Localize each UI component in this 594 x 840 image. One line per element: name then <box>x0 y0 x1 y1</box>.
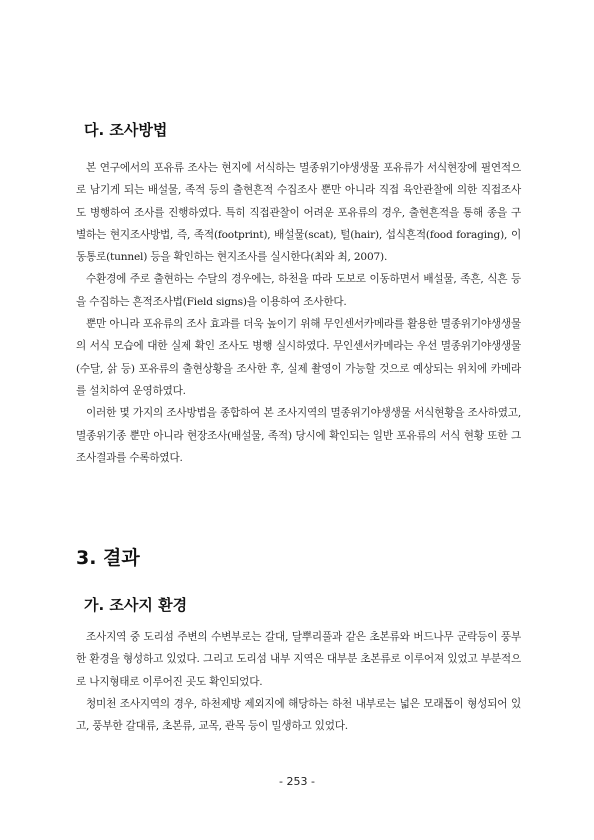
environment-paragraph-2: 청미천 조사지역의 경우, 하천제방 제외지에 해당하는 하천 내부로는 넓은 모래톱이 형성되어 있고, 풍부한 갈대류, 초본류, 교목, 관목 등이 밀생하고 있었다. <box>76 697 521 733</box>
section-heading-survey-environment: 가. 조사지 환경 <box>84 596 188 614</box>
environment-body <box>76 626 521 737</box>
section-heading-methods: 다. 조사방법 <box>84 121 168 139</box>
page-number: - 253 - <box>279 775 315 788</box>
methods-paragraph-1: 본 연구에서의 포유류 조사는 현지에 서식하는 멸종위기야생생물 포유류가 서식현장에 필연적으로 남기게 되는 배설물, 족적 등의 출현흔적 수집조사 뿐만 아니라 직접 육안관찰에 의한 직접조사도 병행하여 조사를 진행하였다. 특히 직접관찰이 어려운 포유류의 경우, 출현흔적을 통해 종을 구별하는 현지조사방법, 즉, 족적(footprint), 배설물(scat), 털(hair), 섭식흔적(food foraging), 이동통로(tunnel) 등을 확인하는 현지조사를 실시한다(최와 최, 2007). <box>76 162 521 264</box>
methods-paragraph-2: 수환경에 주로 출현하는 수달의 경우에는, 하천을 따라 도보로 이동하면서 배설물, 족흔, 식흔 등을 수집하는 흔적조사법(Field signs)을 이용하여 조사한다. <box>76 273 521 308</box>
environment-paragraph-1: 조사지역 중 도리섬 주변의 수변부로는 갈대, 달뿌리풀과 같은 초본류와 버드나무 군락등이 풍부한 환경을 형성하고 있었다. 그리고 도리섬 내부 지역은 대부분 초본류로 이루어져 있었고 부분적으로 나지형태로 이루어진 곳도 확인되었다. <box>76 631 521 688</box>
methods-paragraph-4: 이러한 몇 가지의 조사방법을 종합하여 본 조사지역의 멸종위기야생생물 서식현황을 조사하였고, 멸종위기종 뿐만 아니라 현장조사(배설물, 족적) 당시에 확인되는 일반 포유류의 서식 현황 또한 그 조사결과를 수록하였다. <box>76 407 521 464</box>
section-heading-results: 3. 결과 <box>76 547 140 569</box>
methods-body <box>76 157 521 469</box>
methods-paragraph-3: 뿐만 아니라 포유류의 조사 효과를 더욱 높이기 위해 무인센서카메라를 활용한 멸종위기야생생물의 서식 모습에 대한 실제 확인 조사도 병행 실시하였다. 무인센서카메라는 우선 멸종위기야생생물(수달, 삵 등) 포유류의 출현상황을 조사한 후, 실제 촬영이 가능할 것으로 예상되는 위치에 카메라를 설치하여 운영하였다. <box>76 318 521 397</box>
